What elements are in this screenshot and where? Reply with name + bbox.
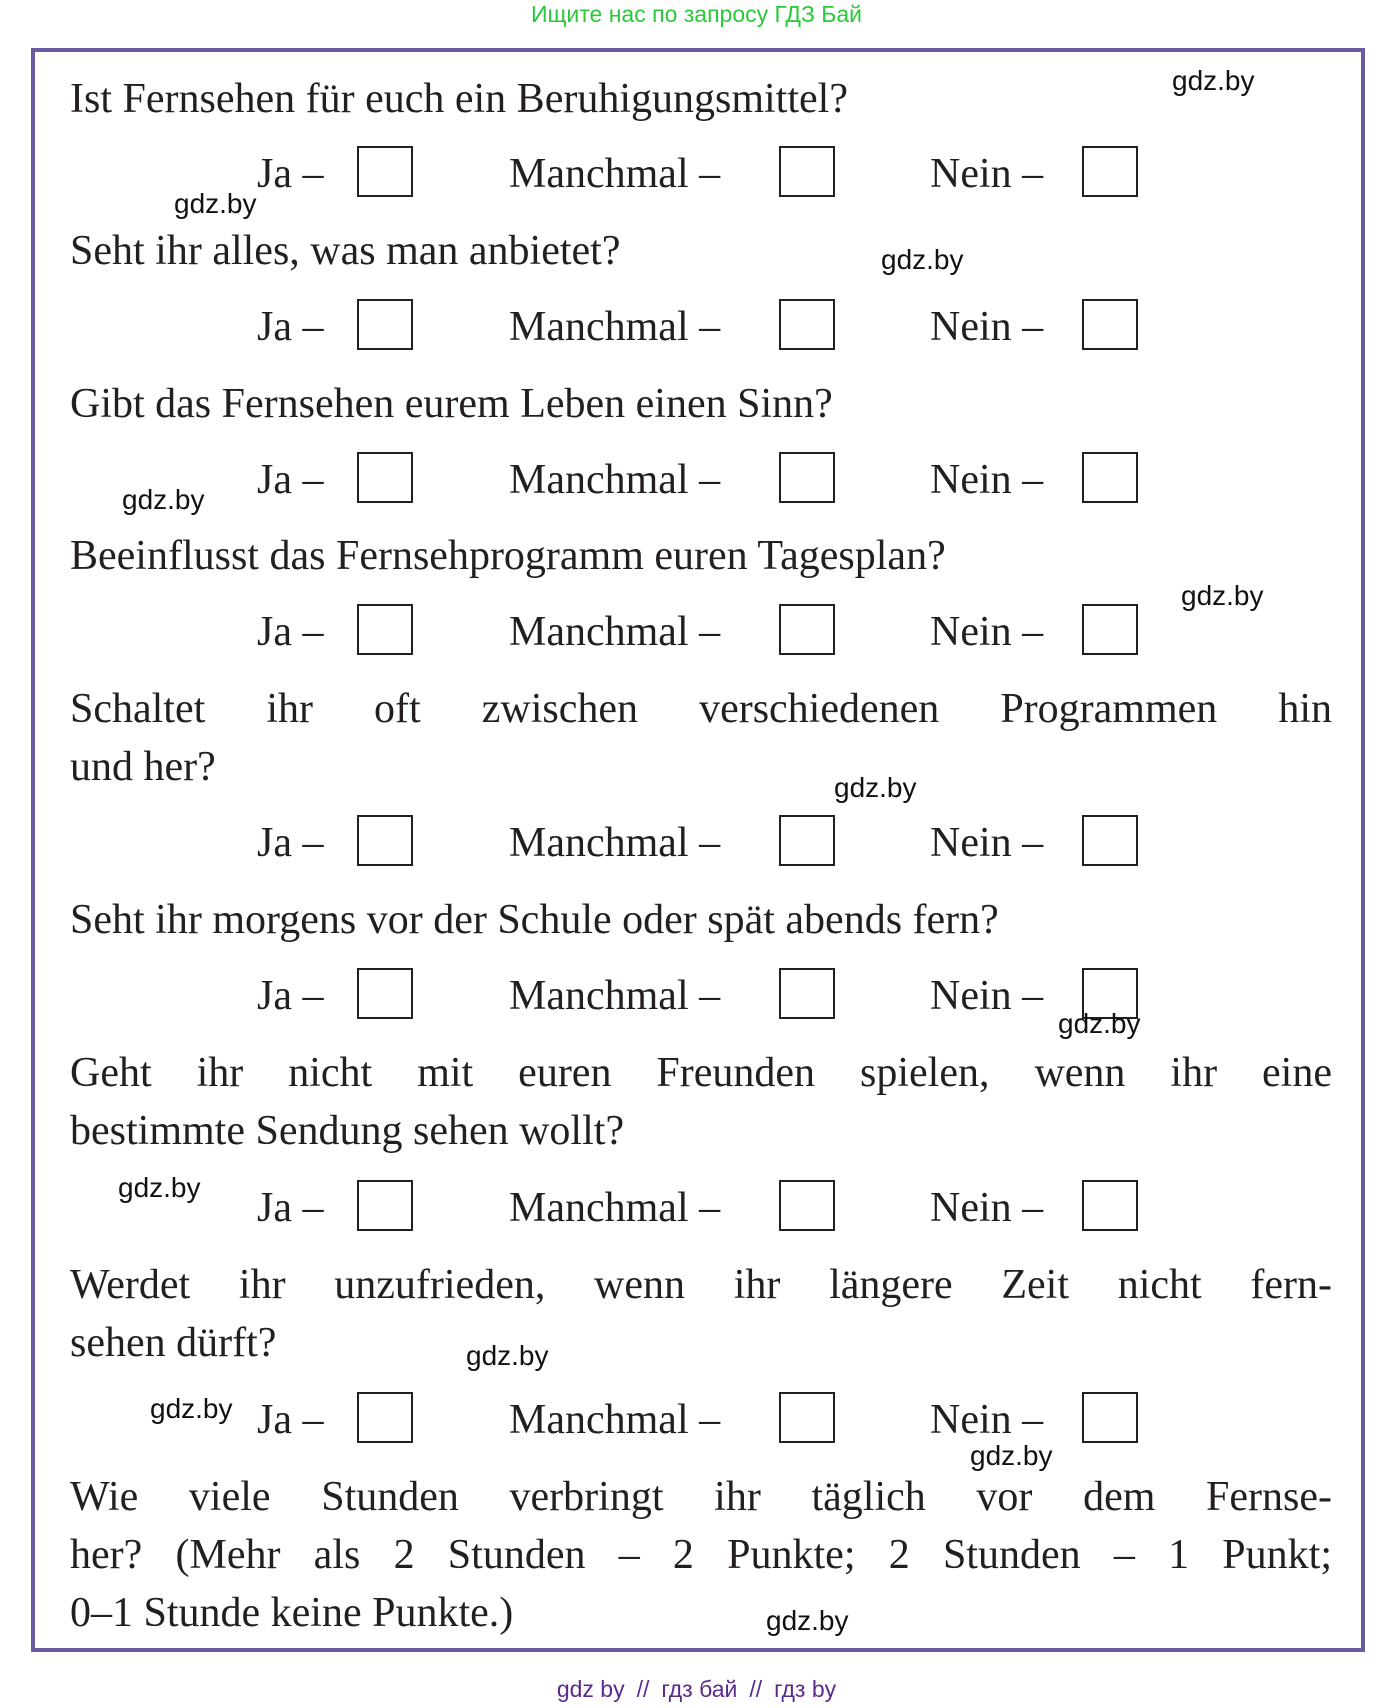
question-5-line-2: und her? [70,744,216,790]
footer-links [0,1674,1393,1704]
option-manchmal-label: Manchmal – [509,457,721,504]
checkbox-ja-1[interactable] [357,146,413,197]
checkbox-nein-5[interactable] [1082,815,1138,866]
question-4-line-1: Beeinflusst das Fernsehprogramm euren Tagesplan? [70,533,946,579]
option-manchmal-label: Manchmal – [509,304,721,351]
checkbox-manchmal-2[interactable] [779,299,835,350]
watermark: gdz.by [118,1172,201,1203]
checkbox-ja-3[interactable] [357,452,413,503]
question-7-line-2: bestimmte Sendung sehen wollt? [70,1108,625,1154]
question-4 [70,527,1332,585]
checkbox-manchmal-7[interactable] [779,1180,835,1231]
watermark: gdz.by [122,484,205,515]
checkbox-manchmal-6[interactable] [779,968,835,1019]
option-ja-label: Ja – [257,151,324,198]
watermark: gdz.by [834,772,917,803]
checkbox-ja-6[interactable] [357,968,413,1019]
footer-link-gdz-bai[interactable]: гдз бай [661,1676,738,1702]
watermark: gdz.by [766,1605,849,1636]
question-2 [70,222,1332,280]
option-ja-label: Ja – [257,1397,324,1444]
watermark: gdz.by [174,188,257,219]
watermark: gdz.by [881,244,964,275]
option-manchmal-label: Manchmal – [509,1397,721,1444]
watermark: gdz.by [466,1340,549,1371]
question-3-line-1: Gibt das Fernsehen eurem Leben einen Sinn? [70,381,833,427]
question-3 [70,375,1332,433]
checkbox-nein-1[interactable] [1082,146,1138,197]
option-manchmal-label: Manchmal – [509,973,721,1020]
question-8-line-2: sehen dürft? [70,1320,277,1366]
watermark: gdz.by [970,1440,1053,1471]
checkbox-nein-4[interactable] [1082,604,1138,655]
question-1-line-1: Ist Fernsehen für euch ein Beruhigungsmittel? [70,76,848,122]
footer-separator: // [749,1676,763,1702]
question-9-line-1: Wie viele Stunden verbringt ihr täglich vor dem Fernse- [70,1474,1332,1520]
answer-row-3 [0,449,1393,505]
watermark: gdz.by [1172,65,1255,96]
answer-row-2 [0,296,1393,352]
footer-link-gdz-by-cyr[interactable]: гдз by [774,1676,837,1702]
option-nein-label: Nein – [930,609,1044,656]
option-ja-label: Ja – [257,609,324,656]
question-5 [70,680,1332,796]
option-nein-label: Nein – [930,1397,1044,1444]
question-6 [70,891,1332,949]
watermark: gdz.by [1181,580,1264,611]
option-ja-label: Ja – [257,973,324,1020]
checkbox-nein-7[interactable] [1082,1180,1138,1231]
question-9-line-3: 0–1 Stunde keine Punkte.) [70,1590,514,1636]
checkbox-nein-2[interactable] [1082,299,1138,350]
option-nein-label: Nein – [930,973,1044,1020]
answer-row-6 [0,965,1393,1021]
checkbox-ja-8[interactable] [357,1392,413,1443]
option-manchmal-label: Manchmal – [509,820,721,867]
checkbox-manchmal-4[interactable] [779,604,835,655]
question-6-line-1: Seht ihr morgens vor der Schule oder spät abends fern? [70,897,999,943]
option-ja-label: Ja – [257,1185,324,1232]
question-9 [70,1468,1332,1642]
answer-row-5 [0,812,1393,868]
checkbox-manchmal-5[interactable] [779,815,835,866]
option-nein-label: Nein – [930,151,1044,198]
checkbox-nein-8[interactable] [1082,1392,1138,1443]
watermark: gdz.by [1058,1008,1141,1039]
checkbox-nein-3[interactable] [1082,452,1138,503]
checkbox-ja-2[interactable] [357,299,413,350]
checkbox-manchmal-8[interactable] [779,1392,835,1443]
question-1 [70,70,1332,128]
option-nein-label: Nein – [930,1185,1044,1232]
checkbox-ja-5[interactable] [357,815,413,866]
question-9-line-2: her? (Mehr als 2 Stunden – 2 Punkte; 2 Stunden – 1 Punkt; [70,1532,1332,1578]
option-nein-label: Nein – [930,820,1044,867]
option-manchmal-label: Manchmal – [509,609,721,656]
checkbox-ja-7[interactable] [357,1180,413,1231]
option-ja-label: Ja – [257,820,324,867]
question-8 [70,1256,1332,1372]
option-manchmal-label: Manchmal – [509,1185,721,1232]
checkbox-manchmal-1[interactable] [779,146,835,197]
option-ja-label: Ja – [257,304,324,351]
option-manchmal-label: Manchmal – [509,151,721,198]
question-7 [70,1044,1332,1160]
checkbox-manchmal-3[interactable] [779,452,835,503]
watermark: gdz.by [150,1393,233,1424]
option-nein-label: Nein – [930,457,1044,504]
question-7-line-1: Geht ihr nicht mit euren Freunden spielen, wenn ihr eine [70,1050,1332,1096]
top-banner: Ищите нас по запросу ГДЗ Бай [530,1,863,27]
footer-link-gdz-by[interactable]: gdz by [556,1676,625,1702]
answer-row-7 [0,1177,1393,1233]
checkbox-ja-4[interactable] [357,604,413,655]
question-5-line-1: Schaltet ihr oft zwischen verschiedenen Programmen hin [70,686,1332,732]
option-ja-label: Ja – [257,457,324,504]
footer-separator: // [636,1676,650,1702]
question-2-line-1: Seht ihr alles, was man anbietet? [70,228,621,274]
question-8-line-1: Werdet ihr unzufrieden, wenn ihr längere Zeit nicht fern- [70,1262,1332,1308]
option-nein-label: Nein – [930,304,1044,351]
